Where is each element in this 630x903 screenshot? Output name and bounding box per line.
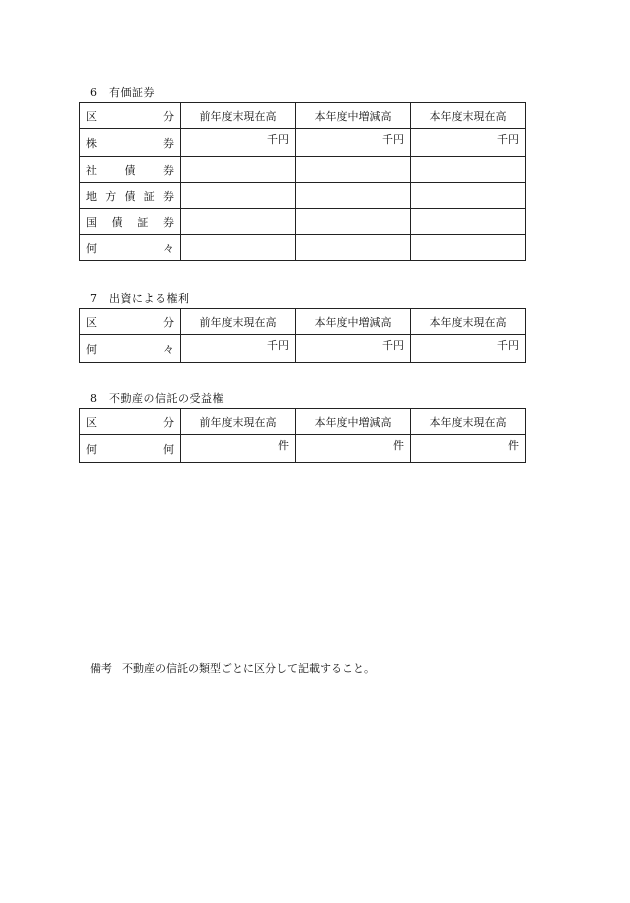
unit-cell: 千円 — [296, 335, 411, 363]
section-6-title: 6 有価証券 — [90, 86, 155, 99]
table-row — [80, 209, 526, 235]
table-header-row — [80, 309, 526, 335]
change-header: 本年度中増減高 — [296, 103, 411, 129]
kubun-header: 区 分 — [80, 409, 181, 435]
value-cell — [296, 235, 411, 261]
table-row — [80, 157, 526, 183]
row-label: 何 何 — [80, 435, 181, 463]
row-label: 何 々 — [80, 235, 181, 261]
remarks-text: 不動産の信託の類型ごとに区分して記載すること。 — [122, 662, 375, 675]
table-row — [80, 335, 526, 363]
current-year-header: 本年度末現在高 — [411, 409, 526, 435]
value-cell — [181, 235, 296, 261]
row-label: 株 券 — [80, 129, 181, 157]
table-row — [80, 435, 526, 463]
current-year-header: 本年度末現在高 — [411, 309, 526, 335]
change-header: 本年度中増減高 — [296, 409, 411, 435]
row-label: 地 方 債 証 券 — [80, 183, 181, 209]
value-cell — [411, 183, 526, 209]
unit-cell: 千円 — [296, 129, 411, 157]
unit-cell: 千円 — [411, 335, 526, 363]
value-cell — [181, 209, 296, 235]
unit-cell: 件 — [181, 435, 296, 463]
unit-cell: 千円 — [181, 335, 296, 363]
row-label: 社 債 券 — [80, 157, 181, 183]
table-header-row — [80, 409, 526, 435]
prev-year-header: 前年度末現在高 — [181, 309, 296, 335]
value-cell — [296, 183, 411, 209]
row-label: 国 債 証 券 — [80, 209, 181, 235]
value-cell — [181, 183, 296, 209]
row-label: 何 々 — [80, 335, 181, 363]
value-cell — [411, 235, 526, 261]
change-header: 本年度中増減高 — [296, 309, 411, 335]
table-row — [80, 183, 526, 209]
table-row — [80, 129, 526, 157]
kubun-header: 区 分 — [80, 103, 181, 129]
investment-rights-table — [79, 308, 526, 363]
value-cell — [411, 209, 526, 235]
table-header-row — [80, 103, 526, 129]
value-cell — [181, 157, 296, 183]
unit-cell: 件 — [296, 435, 411, 463]
prev-year-header: 前年度末現在高 — [181, 409, 296, 435]
trust-beneficiary-table — [79, 408, 526, 463]
unit-cell: 千円 — [411, 129, 526, 157]
value-cell — [296, 209, 411, 235]
value-cell — [411, 157, 526, 183]
unit-cell: 件 — [411, 435, 526, 463]
unit-cell: 千円 — [181, 129, 296, 157]
value-cell — [296, 157, 411, 183]
section-8-title: 8 不動産の信託の受益権 — [90, 392, 224, 405]
kubun-header: 区 分 — [80, 309, 181, 335]
table-row — [80, 235, 526, 261]
remarks-note — [90, 660, 375, 676]
securities-table — [79, 102, 526, 261]
current-year-header: 本年度末現在高 — [411, 103, 526, 129]
remarks-label: 備考 — [90, 662, 112, 675]
section-7-title: 7 出資による権利 — [90, 292, 190, 305]
prev-year-header: 前年度末現在高 — [181, 103, 296, 129]
